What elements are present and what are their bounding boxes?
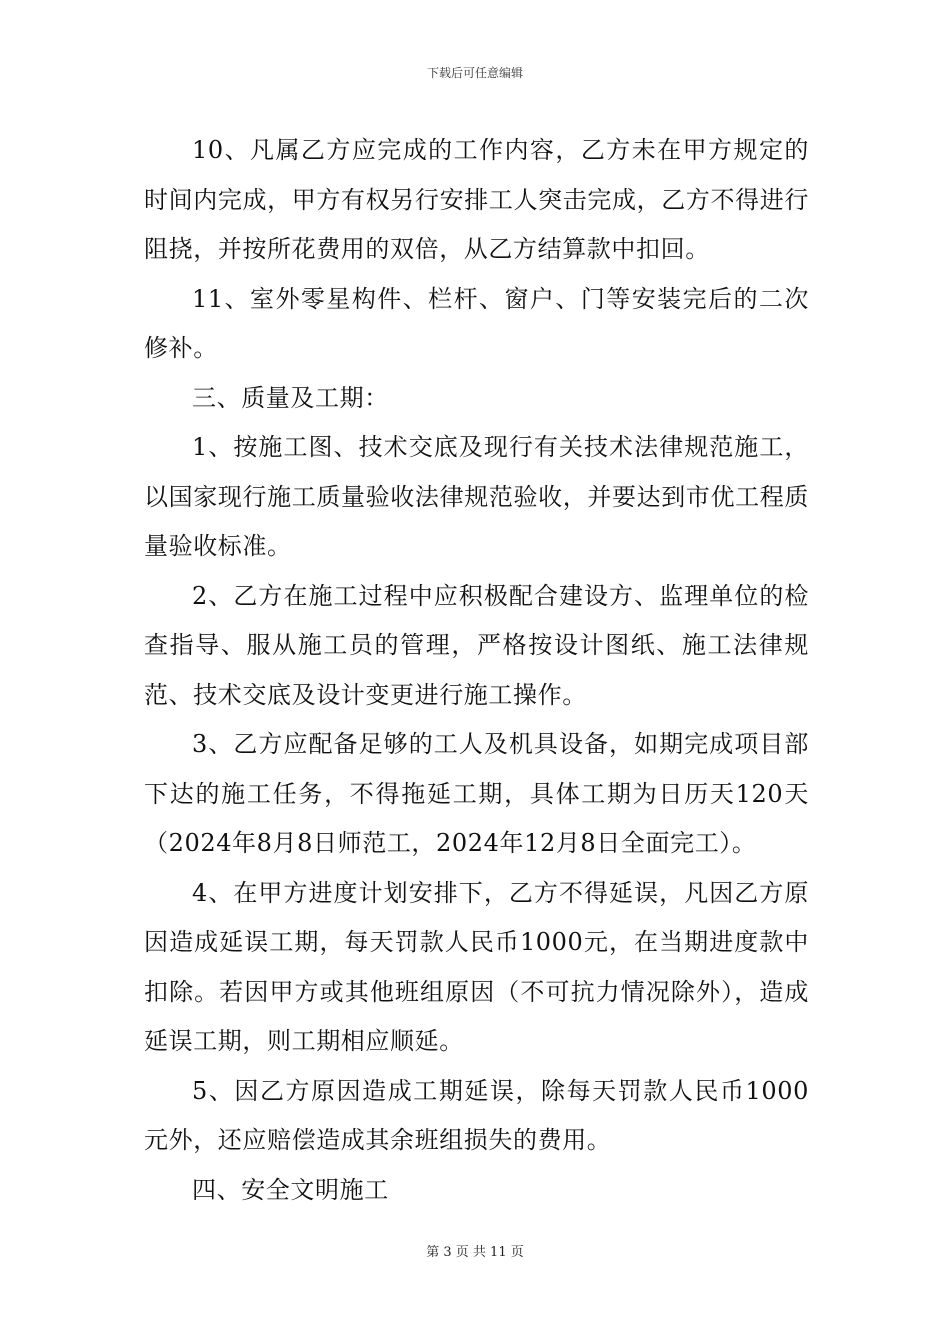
- section-heading-safety: 四、安全文明施工: [192, 1175, 389, 1204]
- page-footer: 第 3 页 共 11 页: [426, 1245, 524, 1260]
- quality-clause-3: 3、乙方应配备足够的工人及机具设备，如期完成项目部下达的施工任务，不得拖延工期，具体工期为日历天120天（2024年8月8日师范工，2024年12月8日全面完工）。: [144, 730, 809, 857]
- document-body: [144, 126, 809, 1215]
- quality-clause-5: 5、因乙方原因造成工期延误，除每天罚款人民币1000元外，还应赔偿造成其余班组损失的费用。: [144, 1076, 809, 1154]
- section-heading-quality-schedule: 三、质量及工期：: [192, 383, 389, 412]
- clause-11: 11、室外零星构件、栏杆、窗户、门等安装完后的二次修补。: [144, 284, 809, 362]
- page-header: 下载后可任意编辑: [426, 66, 523, 80]
- quality-clause-2: 2、乙方在施工过程中应积极配合建设方、监理单位的检查指导、服从施工员的管理，严格按设计图纸、施工法律规范、技术交底及设计变更进行施工操作。: [144, 581, 809, 709]
- quality-clause-4: 4、在甲方进度计划安排下，乙方不得延误，凡因乙方原因造成延误工期，每天罚款人民币1000元，在当期进度款中扣除。若因甲方或其他班组原因（不可抗力情况除外），造成延误工期，则工期相应顺延。: [144, 878, 809, 1055]
- clause-10: 10、凡属乙方应完成的工作内容，乙方未在甲方规定的时间内完成，甲方有权另行安排工人突击完成，乙方不得进行阻挠，并按所花费用的双倍，从乙方结算款中扣回。: [144, 136, 809, 263]
- quality-clause-1: 1、按施工图、技术交底及现行有关技术法律规范施工，以国家现行施工质量验收法律规范验收，并要达到市优工程质量验收标准。: [144, 433, 809, 560]
